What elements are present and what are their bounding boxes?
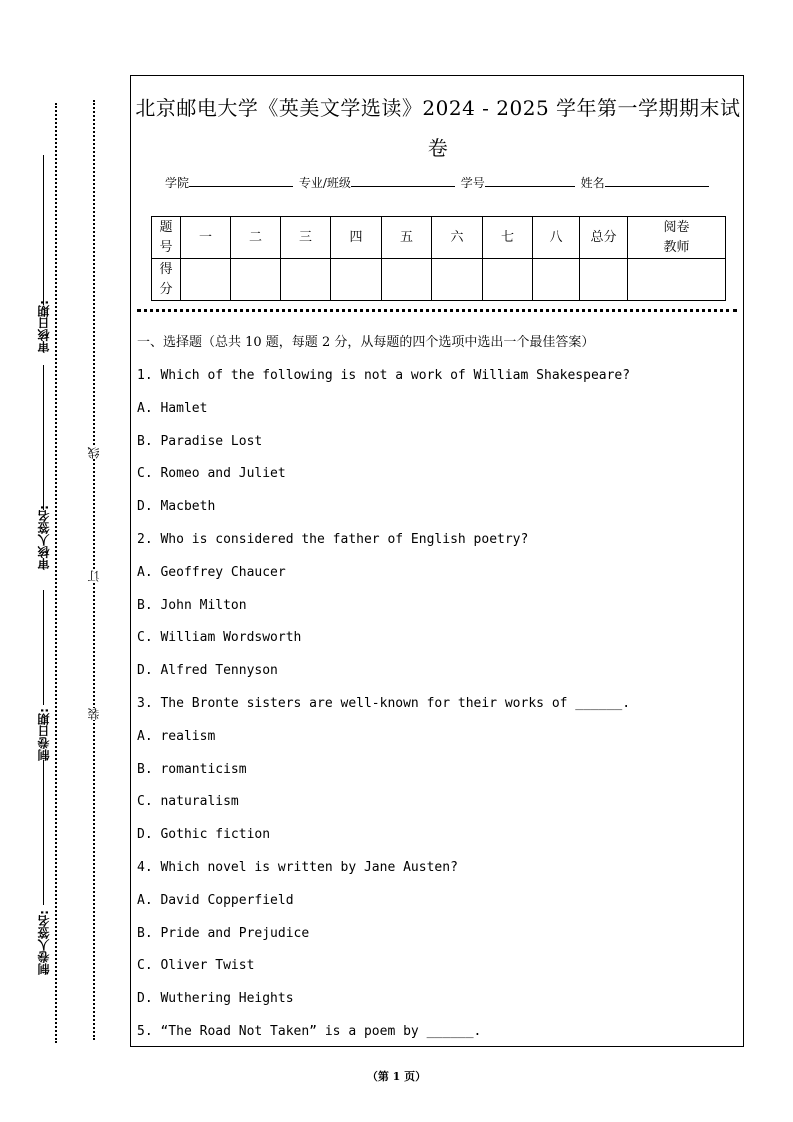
exam-title [131, 88, 745, 168]
answer-option[interactable]: A. Hamlet [137, 400, 208, 416]
score-table-score-row [152, 259, 726, 301]
answer-option[interactable]: B. John Milton [137, 597, 247, 613]
answer-option[interactable]: C. Oliver Twist [137, 958, 255, 974]
col-1: 一 [181, 217, 231, 259]
score-table-header-row [152, 217, 726, 259]
col-8: 八 [533, 217, 580, 259]
score-cell[interactable] [181, 259, 231, 301]
major-class-label: 专业/班级 [298, 176, 351, 190]
answer-option[interactable]: B. Pride and Prejudice [137, 925, 310, 941]
preparer-sign-label: 制卷人签名: [37, 910, 51, 975]
student-id-label: 学号 [460, 176, 485, 190]
col-reviewer: 阅卷 教师 [628, 217, 726, 259]
col-2: 二 [231, 217, 281, 259]
score-cell[interactable] [533, 259, 580, 301]
question-text: 3. The Bronte sisters are well-known for their works of ______. [137, 695, 631, 711]
answer-option[interactable]: D. Alfred Tennyson [137, 663, 278, 679]
major-class-blank[interactable] [351, 174, 455, 187]
score-cell[interactable] [432, 259, 483, 301]
score-cell[interactable] [483, 259, 533, 301]
col-7: 七 [483, 217, 533, 259]
question-text: 2. Who is considered the father of English poetry? [137, 531, 529, 547]
score-cell[interactable] [281, 259, 331, 301]
name-label: 姓名 [580, 176, 605, 190]
preparer-sign-line [43, 760, 44, 905]
name-blank[interactable] [605, 174, 709, 187]
col-3: 三 [281, 217, 331, 259]
school-label: 学院 [165, 176, 190, 190]
page-number: （第 1 页） [366, 1070, 427, 1083]
exam-title-line2: 卷 [427, 136, 449, 160]
col-5: 五 [382, 217, 432, 259]
reviewer-sign-line [43, 365, 44, 510]
exam-title-line1: 北京邮电大学《英美文学选读》2024 - 2025 学年第一学期期末试 [135, 96, 741, 120]
col-total: 总分 [580, 217, 628, 259]
prepare-date-line [43, 590, 44, 705]
margin-dotted-line [55, 103, 57, 1043]
score-cell[interactable] [628, 259, 726, 301]
answer-option[interactable]: A. realism [137, 728, 216, 744]
score-table [151, 216, 726, 301]
score-label: 得 分 [152, 259, 181, 301]
school-blank[interactable] [189, 174, 293, 187]
answer-option[interactable]: B. romanticism [137, 761, 247, 777]
dotted-separator [137, 309, 737, 312]
score-cell[interactable] [331, 259, 382, 301]
col-6: 六 [432, 217, 483, 259]
answer-option[interactable]: A. David Copperfield [137, 892, 294, 908]
question-text: 4. Which novel is written by Jane Austen? [137, 859, 458, 875]
bind-line-char: 线 [87, 447, 101, 459]
review-date-line [43, 155, 44, 305]
student-info-row [165, 174, 725, 191]
answer-option[interactable]: A. Geoffrey Chaucer [137, 564, 286, 580]
score-cell[interactable] [580, 259, 628, 301]
prepare-date-label: 制卷日期: [37, 708, 51, 761]
question-text: 1. Which of the following is not a work of William Shakespeare? [137, 368, 631, 383]
reviewer-sign-label: 审核人签名: [37, 505, 51, 570]
exam-frame [130, 75, 744, 1047]
question-list [137, 364, 737, 1053]
answer-option[interactable]: D. Macbeth [137, 499, 216, 515]
answer-option[interactable]: C. naturalism [137, 794, 239, 810]
answer-option[interactable]: B. Paradise Lost [137, 433, 263, 449]
question-no-label: 题 号 [152, 217, 181, 259]
answer-option[interactable]: D. Gothic fiction [137, 827, 271, 843]
score-cell[interactable] [382, 259, 432, 301]
col-4: 四 [331, 217, 382, 259]
bind-fold-char: 装 [87, 708, 101, 720]
student-id-blank[interactable] [485, 174, 575, 187]
section-title: 一、选择题（总共 10 题，每题 2 分，从每题的四个选项中选出一个最佳答案） [137, 335, 595, 350]
answer-option[interactable]: D. Wuthering Heights [137, 991, 294, 1007]
answer-option[interactable]: C. Romeo and Juliet [137, 466, 286, 482]
answer-option[interactable]: C. William Wordsworth [137, 630, 302, 646]
question-text: 5. “The Road Not Taken” is a poem by ______. [137, 1023, 482, 1039]
review-date-label: 审核日期: [37, 300, 51, 353]
bind-order-char: 订 [87, 570, 101, 582]
score-cell[interactable] [231, 259, 281, 301]
questions-section [137, 331, 737, 1053]
